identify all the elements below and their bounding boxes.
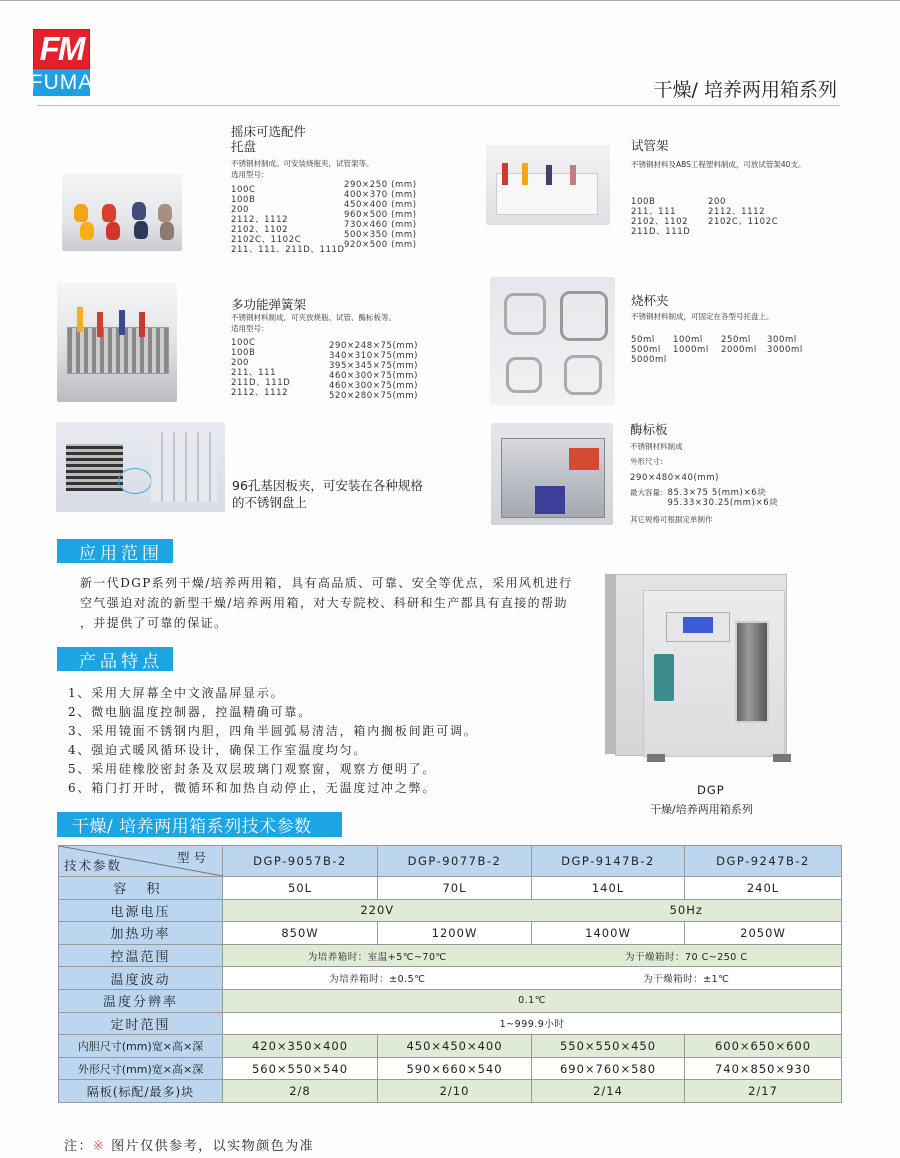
row-label: 电源电压 — [59, 899, 223, 922]
tube-rack-model: 211、111 — [631, 207, 677, 217]
table-row-temp-resolution — [59, 989, 842, 1012]
spring-rack-model: 2112、1112 — [231, 388, 289, 398]
tube-rack-title: 试管架 — [631, 138, 669, 153]
table-cell: 140L — [532, 877, 685, 900]
elisa-capacity-2: 95.33×30.25(mm)×6块 — [667, 498, 779, 508]
beaker-volume: 300ml — [767, 335, 797, 345]
table-cell: 590×660×540 — [378, 1057, 532, 1080]
beaker-clamp-desc: 不锈钢材料制成，可固定在各型号托盘上。 — [631, 312, 774, 321]
beaker-volume: 1000ml — [673, 345, 709, 355]
tube-rack-model: 100B — [631, 197, 656, 207]
elisa-capacity-label: 最大容量： — [630, 488, 668, 497]
gene-plate-caption-1: 96孔基因板夹，可安装在各种规格 — [232, 478, 423, 493]
beaker-clamp-info — [631, 293, 803, 365]
table-cell: 1200W — [378, 922, 532, 945]
row-label: 隔板(标配/最多)块 — [59, 1080, 223, 1103]
reference-mark-icon: ※ — [93, 1139, 106, 1154]
dgp-oven-photo — [605, 562, 803, 767]
model-header-cell: DGP-9247B-2 — [685, 846, 842, 877]
footer-note — [64, 1135, 314, 1154]
row-label: 定时范围 — [59, 1012, 223, 1035]
oven-foot — [647, 754, 665, 762]
tube-rack-model: 2112、1112 — [708, 207, 766, 217]
table-row-power-supply — [59, 899, 842, 922]
elisa-plate-desc: 不锈钢材料制成 — [630, 442, 683, 451]
table-row-inner-size — [59, 1035, 842, 1058]
spring-rack-model: 211、111 — [231, 368, 277, 378]
features-list — [68, 684, 478, 798]
row-label: 容 积 — [59, 877, 223, 900]
model-header-cell: DGP-9057B-2 — [223, 846, 378, 877]
table-row-outer-size — [59, 1057, 842, 1080]
tray-photo — [62, 174, 182, 251]
beaker-volume: 100ml — [673, 335, 703, 345]
table-cell: 为培养箱时：室温+5℃~70℃ — [223, 944, 532, 967]
table-row-shelves — [59, 1080, 842, 1103]
beaker-volume: 50ml — [631, 335, 655, 345]
tray-size: 500×350 (mm) — [344, 230, 417, 240]
elisa-plate-info — [630, 422, 778, 525]
row-label: 加热功率 — [59, 922, 223, 945]
tray-model: 211、111、211D、111D — [231, 245, 345, 255]
table-cell: 740×850×930 — [685, 1057, 842, 1080]
elisa-plate-title: 酶标板 — [630, 422, 668, 437]
tube-rack-model: 211D、111D — [631, 227, 691, 237]
tube-rack-model — [708, 227, 805, 237]
tray-desc: 不锈钢材制成。可安装烧瓶夹，试管架等。 — [231, 159, 374, 168]
table-cell: 220V — [223, 899, 532, 922]
fuma-logo — [29, 29, 94, 96]
table-cell: 850W — [223, 922, 378, 945]
tray-model: 2112、1112 — [231, 215, 289, 225]
table-cell: 50Hz — [532, 899, 842, 922]
table-cell: 2/17 — [685, 1080, 842, 1103]
tube-rack-model: 200 — [708, 197, 727, 207]
table-cell: 690×760×580 — [532, 1057, 685, 1080]
tray-models-label: 选用型号： — [231, 170, 269, 179]
application-line: ，并提供了可靠的保证。 — [80, 616, 228, 630]
tray-size: 400×370 (mm) — [344, 190, 417, 200]
elisa-plate-photo — [491, 423, 613, 525]
table-cell: 1~999.9小时 — [223, 1012, 842, 1035]
spring-rack-size: 340×310×75(mm) — [329, 351, 419, 361]
spring-rack-model: 200 — [231, 358, 250, 368]
product-caption-name: 干燥/培养两用箱系列 — [650, 803, 753, 816]
table-cell: 0.1℃ — [223, 989, 842, 1012]
table-cell: 为干燥箱时：±1℃ — [532, 967, 842, 990]
table-row-temp-fluctuation — [59, 967, 842, 990]
table-cell: 550×550×450 — [532, 1035, 685, 1058]
lcd-display-icon — [683, 617, 713, 633]
application-line: 空气强迫对流的新型干燥/培养两用箱，对大专院校、科研和生产都具有直接的帮助 — [80, 596, 568, 610]
table-cell: 50L — [223, 877, 378, 900]
elisa-capacity-1: 85.3×75 5(mm)×6块 — [667, 488, 767, 498]
tray-model: 100C — [231, 185, 256, 195]
tray-title-2: 托盘 — [231, 139, 257, 154]
table-cell: 70L — [378, 877, 532, 900]
table-cell: 为干燥箱时：70 C~250 C — [532, 944, 842, 967]
feature-item: 4、强迫式暖风循环设计，确保工作室温度均匀。 — [68, 743, 368, 757]
product-caption-model: DGP — [697, 783, 725, 797]
spring-rack-size: 290×248×75(mm) — [329, 341, 419, 351]
row-label: 温度波动 — [59, 967, 223, 990]
table-cell: 600×650×600 — [685, 1035, 842, 1058]
table-cell: 2050W — [685, 922, 842, 945]
tray-size: 730×460 (mm) — [344, 220, 417, 230]
tray-title-1: 摇床可选配件 — [231, 124, 307, 139]
note-prefix: 注： — [64, 1139, 94, 1154]
beaker-clamp-photo — [490, 277, 615, 405]
spec-table — [58, 845, 842, 1103]
series-title: 干燥/ 培养两用箱系列 — [653, 79, 837, 101]
corner-header-cell — [59, 846, 223, 877]
oven-foot — [773, 754, 791, 762]
oven-control-panel — [666, 612, 730, 642]
note-text: 图片仅供参考，以实物颜色为准 — [111, 1139, 315, 1154]
tray-model: 200 — [231, 205, 250, 215]
table-row-heating-power — [59, 922, 842, 945]
table-cell: 2/14 — [532, 1080, 685, 1103]
elisa-plate-size-label: 外形尺寸： — [630, 457, 668, 466]
table-cell: 450×450×400 — [378, 1035, 532, 1058]
elisa-plate-size: 290×480×40(mm) — [630, 473, 720, 483]
corner-model-label: 型号 — [176, 850, 210, 865]
tray-size: 450×400 (mm) — [344, 200, 417, 210]
table-cell: 240L — [685, 877, 842, 900]
tube-rack-info — [631, 138, 805, 237]
tray-size: 960×500 (mm) — [344, 210, 417, 220]
tray-size: 920×500 (mm) — [344, 240, 417, 250]
tray-model: 100B — [231, 195, 256, 205]
gene-plate-caption-2: 的不锈钢盘上 — [232, 495, 308, 510]
spring-rack-size: 460×300×75(mm) — [329, 371, 419, 381]
spec-table-heading: 干燥/ 培养两用箱系列技术参数 — [57, 812, 342, 837]
tube-rack-desc: 不锈钢材料及ABS工程塑料制成，可放试管架40支。 — [631, 160, 806, 169]
beaker-volume: 3000ml — [767, 345, 803, 355]
row-label: 内胆尺寸(mm)宽×高×深 — [59, 1035, 223, 1058]
tray-model: 2102、1102 — [231, 225, 289, 235]
table-row-temp-range — [59, 944, 842, 967]
feature-item: 5、采用硅橡胶密封条及双层玻璃门观察窗，观察方便明了。 — [68, 762, 437, 776]
tube-rack-model: 2102、1102 — [631, 217, 689, 227]
table-cell: 2/8 — [223, 1080, 378, 1103]
tube-rack-model: 2102C、1102C — [708, 217, 779, 227]
gene-plate-clamp-photo — [56, 422, 225, 512]
application-line: 新一代DGP系列干燥/培养两用箱，具有高品质、可靠、安全等优点，采用风机进行 — [80, 576, 573, 590]
logo-fuma-text: FUMA — [33, 69, 90, 96]
features-heading: 产品特点 — [57, 647, 173, 671]
table-row-volume — [59, 877, 842, 900]
beaker-volume: 5000ml — [631, 355, 667, 365]
table-cell: 560×550×540 — [223, 1057, 378, 1080]
door-handle-icon — [654, 654, 674, 701]
corner-param-label: 技术参数 — [64, 858, 123, 873]
table-cell: 2/10 — [378, 1080, 532, 1103]
model-header-cell: DGP-9147B-2 — [532, 846, 685, 877]
spring-rack-size: 460×300×75(mm) — [329, 381, 419, 391]
row-label: 控温范围 — [59, 944, 223, 967]
feature-item: 3、采用镜面不锈钢内胆，四角半圆弧易清洁，箱内搁板间距可调。 — [68, 724, 478, 738]
application-heading: 应用范围 — [57, 539, 173, 563]
beaker-clamp-title: 烧杯夹 — [631, 293, 669, 308]
header-divider — [37, 105, 840, 106]
spring-rack-models-label: 适用型号： — [231, 324, 269, 333]
gene-plate-info — [232, 477, 423, 511]
spring-rack-photo — [57, 282, 177, 402]
elisa-custom-note: 其它规格可根据定单制作 — [630, 515, 713, 524]
beaker-volume: 250ml — [721, 335, 751, 345]
tray-info — [231, 124, 417, 255]
spring-rack-title: 多功能弹簧架 — [231, 297, 307, 312]
tray-model: 2102C、1102C — [231, 235, 302, 245]
spring-rack-info — [231, 297, 418, 401]
model-header-cell: DGP-9077B-2 — [378, 846, 532, 877]
feature-item: 6、箱门打开时，微循环和加热自动停止，无温度过冲之弊。 — [68, 781, 437, 795]
table-cell: 为培养箱时：±0.5℃ — [223, 967, 532, 990]
logo-fm-mark: FM — [33, 29, 90, 69]
application-text — [80, 573, 573, 633]
table-cell: 420×350×400 — [223, 1035, 378, 1058]
spring-rack-size: 395×345×75(mm) — [329, 361, 419, 371]
table-header-row — [59, 846, 842, 877]
observation-window — [735, 621, 769, 723]
row-label: 外形尺寸(mm)宽×高×深 — [59, 1057, 223, 1080]
tray-size: 290×250 (mm) — [344, 180, 417, 190]
row-label: 温度分辨率 — [59, 989, 223, 1012]
beaker-volume: 500ml — [631, 345, 661, 355]
feature-item: 1、采用大屏幕全中文液晶屏显示。 — [68, 686, 285, 700]
beaker-volume: 2000ml — [721, 345, 757, 355]
table-row-timer-range — [59, 1012, 842, 1035]
table-cell: 1400W — [532, 922, 685, 945]
spring-rack-desc: 不锈钢材料制成，可夹放烧瓶、试管、酶标板等。 — [231, 313, 396, 322]
feature-item: 2、微电脑温度控制器，控温精确可靠。 — [68, 705, 313, 719]
spring-rack-model: 211D、111D — [231, 378, 291, 388]
spring-rack-model: 100B — [231, 348, 256, 358]
spring-rack-model: 100C — [231, 338, 256, 348]
tube-rack-photo — [486, 145, 610, 225]
spring-rack-size: 520×280×75(mm) — [329, 391, 419, 401]
